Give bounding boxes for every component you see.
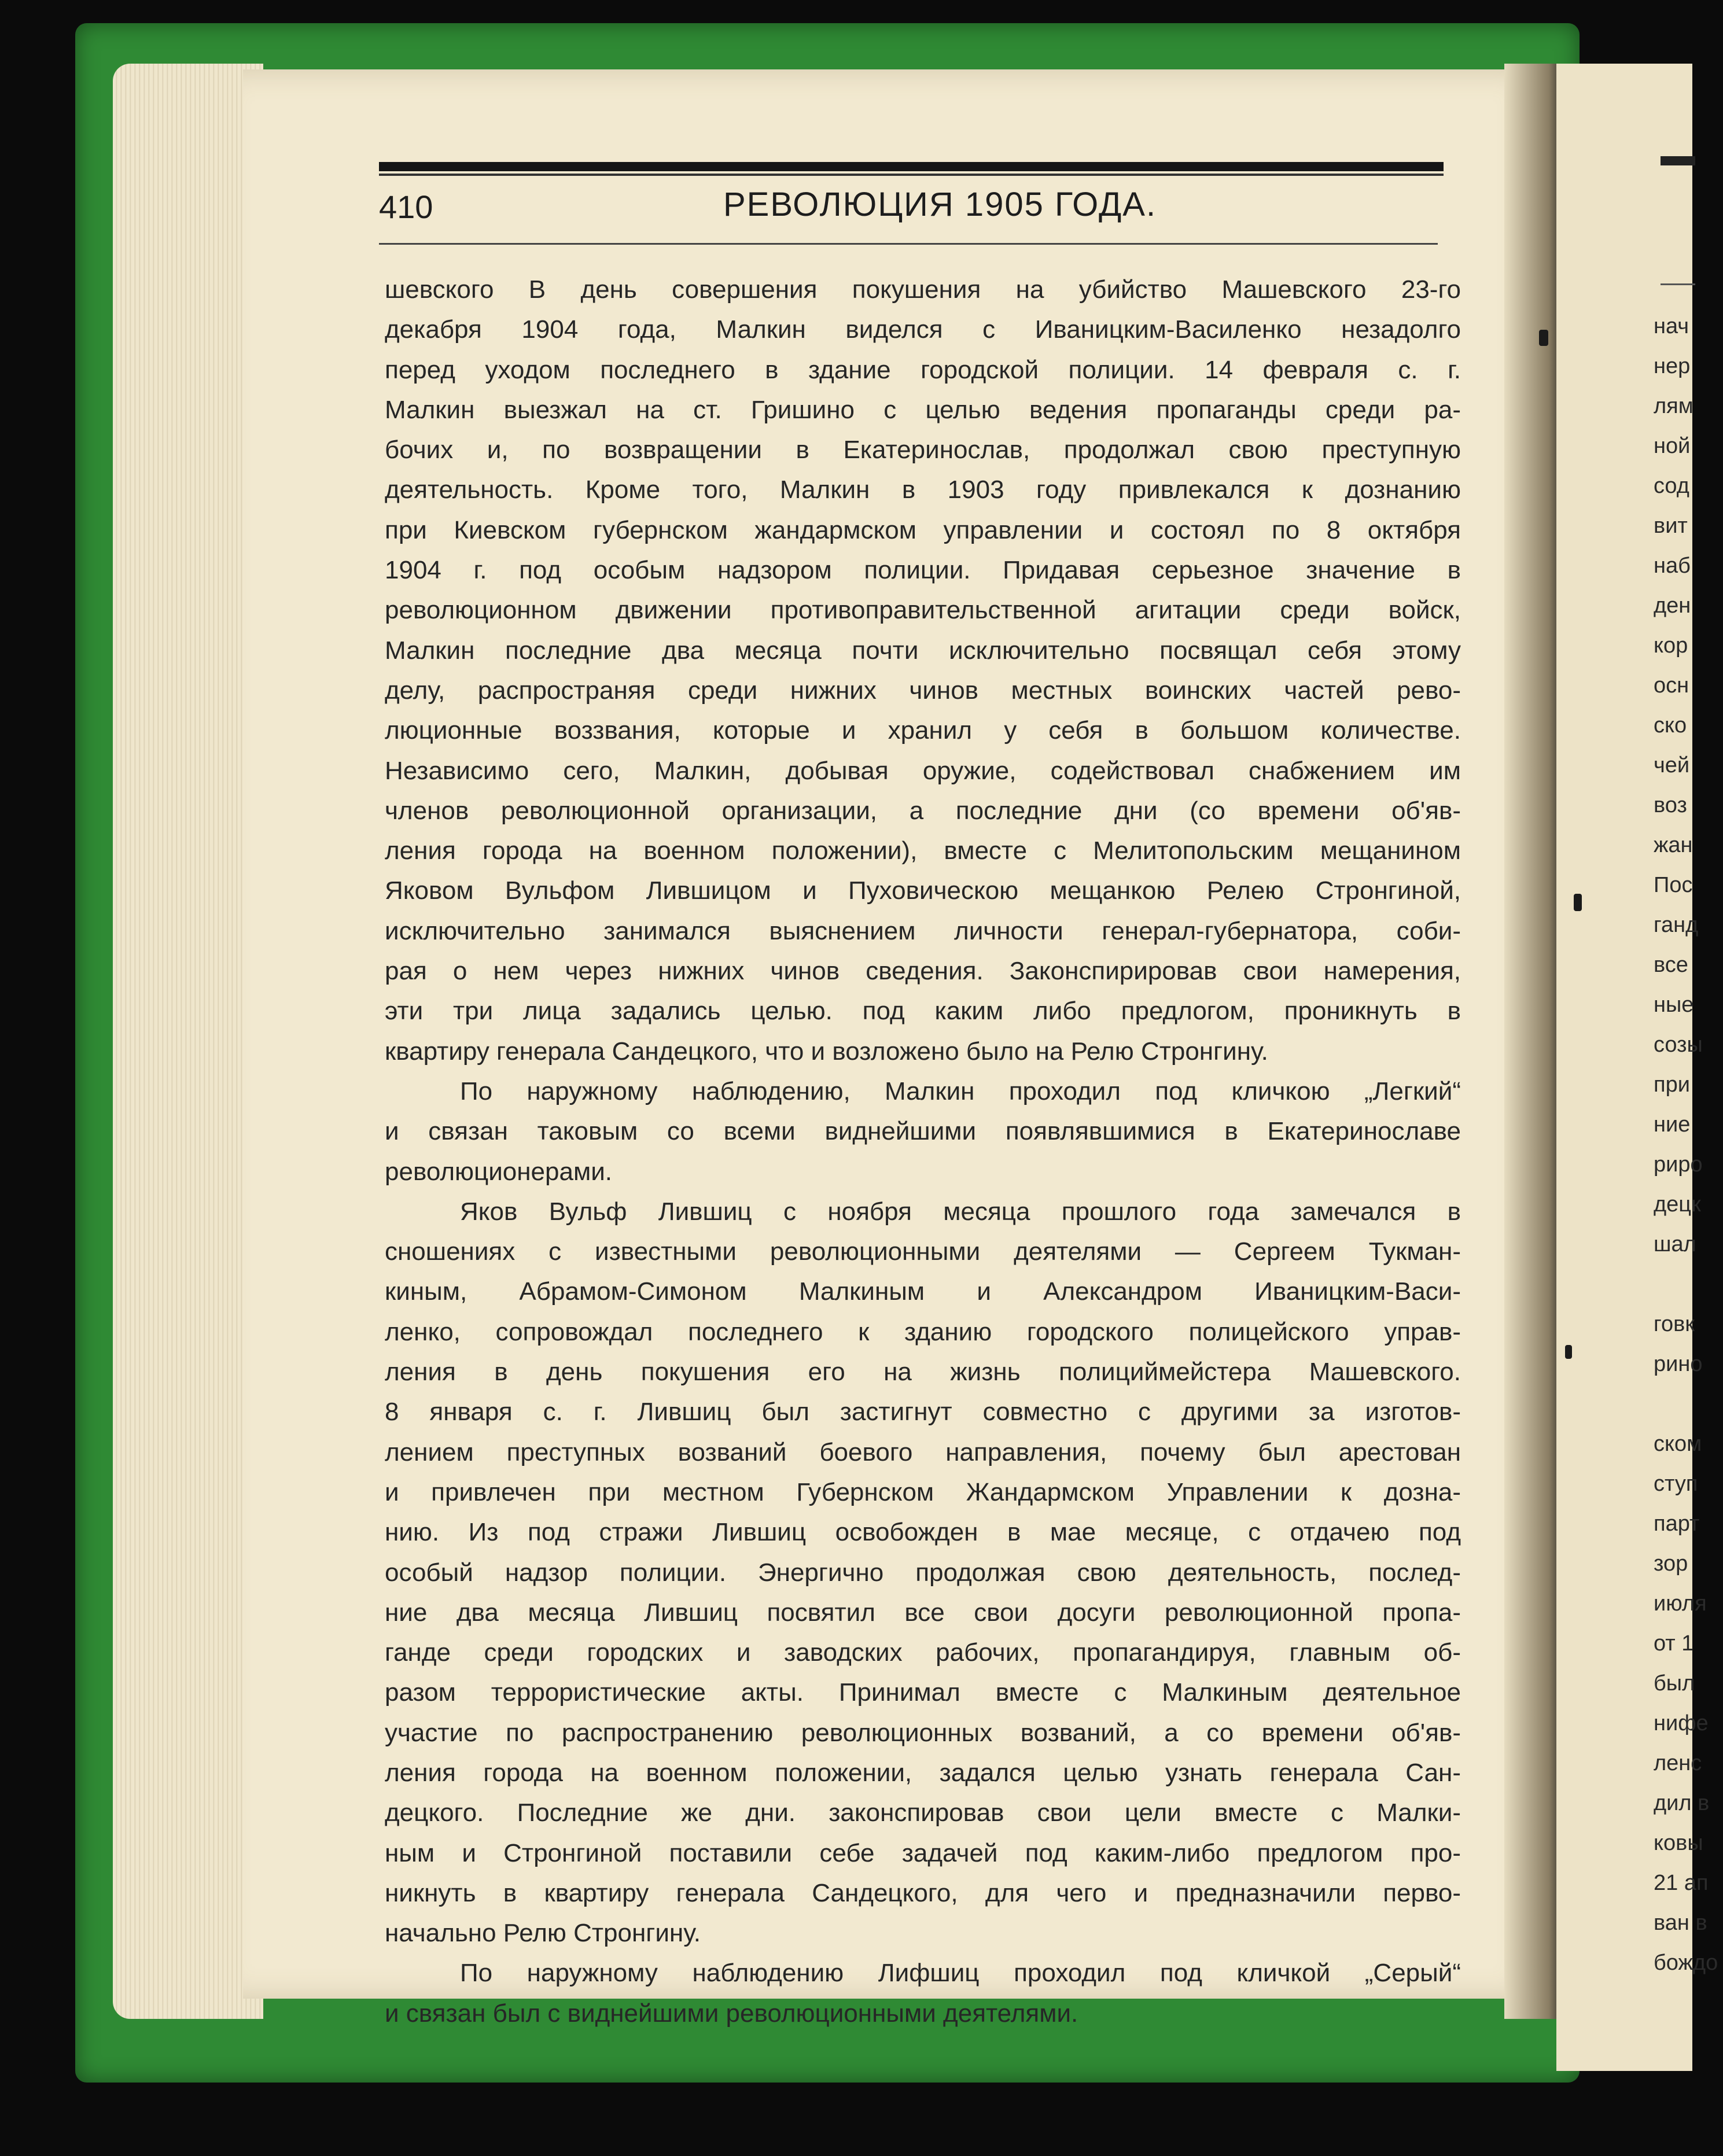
text-line: разом террористические акты. Принимал вместе с Малкиным деятельное — [385, 1678, 1461, 1707]
facing-header-thin-rule — [1661, 283, 1695, 285]
facing-line: ско — [1654, 713, 1687, 738]
text-line: Независимо сего, Малкин, добывая оружие, содействовал снабжением им — [385, 756, 1461, 785]
text-line: люционные воззвания, которые и хранил у себя в большом количестве. — [385, 716, 1461, 745]
facing-line — [1654, 1384, 1723, 1424]
facing-line: нач — [1654, 314, 1689, 338]
text-line: ления города на военном положении), вместе с Мелитопольским мещанином — [385, 836, 1461, 865]
text-line: делу, распространяя среди нижних чинов местных воинских частей рево- — [385, 676, 1461, 705]
text-line: перед уходом последнего в здание городской полиции. 14 февраля с. г. — [385, 355, 1461, 384]
text-line: бочих и, по возвращении в Екатеринослав, продолжал свою преступную — [385, 436, 1461, 465]
text-line: деятельность. Кроме того, Малкин в 1903 году привлекался к дознанию — [385, 476, 1461, 504]
text-line: особый надзор полиции. Энергично продолжая свою деятельность, послед- — [385, 1558, 1461, 1587]
facing-line: сод — [1654, 474, 1689, 498]
facing-line: ной — [1654, 434, 1691, 458]
text-line: и связан был с виднейшими революционными деятелями. — [385, 1999, 1078, 2028]
facing-line: ступ — [1654, 1472, 1698, 1496]
text-line: 1904 г. под особым надзором полиции. Придавая серьезное значение в — [385, 556, 1461, 585]
header-rule-thick — [379, 162, 1444, 171]
text-line: нию. Из под стражи Лившиц освобожден в мае месяце, с отдачею под — [385, 1518, 1461, 1547]
facing-line: риро — [1654, 1152, 1703, 1177]
header-underline — [379, 243, 1438, 245]
text-line: ленко, сопровождал последнего к зданию городского полицейского управ- — [385, 1317, 1461, 1346]
facing-line: ганд — [1654, 913, 1699, 937]
facing-line: воз — [1654, 793, 1687, 817]
facing-line: ные — [1654, 993, 1694, 1017]
text-line: шевского В день совершения покушения на убийство Машевского 23-го — [385, 275, 1461, 304]
text-line: никнуть в квартиру генерала Сандецкого, для чего и предназначили перво- — [385, 1878, 1461, 1907]
facing-header-rule — [1661, 156, 1695, 165]
text-line: рая о нем через нижних чинов сведения. Законспирировав свои намерения, — [385, 957, 1461, 986]
header-rule-thin — [379, 174, 1444, 176]
facing-line: осн — [1654, 673, 1689, 698]
ink-mark — [1539, 330, 1548, 346]
text-line: сношениях с известными революционными деятелями — Сергеем Тукман- — [385, 1237, 1461, 1266]
facing-line: наб — [1654, 554, 1691, 578]
page-number: 410 — [379, 189, 433, 225]
facing-line: 21 ап — [1654, 1871, 1709, 1895]
text-line: ние два месяца Лившиц посвятил все свои досуги революционной пропа- — [385, 1598, 1461, 1627]
facing-line: кор — [1654, 633, 1688, 658]
facing-line: Пос — [1654, 873, 1693, 897]
text-line: 8 января с. г. Лившиц был застигнут совместно с другими за изготов- — [385, 1398, 1461, 1427]
facing-line: бождо — [1654, 1951, 1718, 1975]
facing-line: шал — [1654, 1232, 1696, 1256]
facing-line: ден — [1654, 594, 1691, 618]
ink-mark — [1574, 894, 1582, 911]
facing-line: все — [1654, 953, 1688, 977]
text-line: Малкин выезжал на ст. Гришино с целью ведения пропаганды среди ра- — [385, 395, 1461, 424]
text-line: декабря 1904 года, Малкин виделся с Иваницким-Василенко незадолго — [385, 315, 1461, 344]
body-text — [385, 270, 1461, 2033]
text-line: лением преступных возваний боевого направления, почему был арестован — [385, 1438, 1461, 1466]
facing-line: ковы — [1654, 1831, 1703, 1855]
text-line: ным и Стронгиной поставили себе задачей под каким-либо предлогом про- — [385, 1838, 1461, 1867]
text-line: киным, Абрамом-Симоном Малкиным и Александром Иваницким-Васи- — [385, 1277, 1461, 1306]
facing-line: парт — [1654, 1512, 1700, 1536]
facing-line: ние — [1654, 1112, 1691, 1137]
text-line: и связан таковым со всеми виднейшими появлявшимися в Екатеринославе — [385, 1117, 1461, 1146]
text-line: участие по распространению революционных возваний, а со времени об'яв- — [385, 1718, 1461, 1747]
text-line: начально Релю Стронгину. — [385, 1919, 701, 1948]
facing-page — [1556, 64, 1718, 2071]
text-line: и привлечен при местном Губернском Жандармском Управлении к дозна- — [385, 1477, 1461, 1506]
facing-line: ском — [1654, 1432, 1702, 1456]
facing-line: жан — [1654, 833, 1693, 857]
text-line: ганде среди городских и заводских рабочих, пропагандируя, главным об- — [385, 1638, 1461, 1667]
text-line: квартиру генерала Сандецкого, что и возложено было на Релю Стронгину. — [385, 1037, 1268, 1066]
facing-line — [1654, 1265, 1723, 1304]
page-edges — [113, 64, 263, 2019]
running-head: РЕВОЛЮЦИЯ 1905 ГОДА. — [723, 186, 1157, 223]
text-line: Яковом Вульфом Лившицом и Пуховическою мещанкою Релею Стронгиной, — [385, 876, 1461, 905]
facing-line: ленс — [1654, 1751, 1702, 1775]
facing-line: децк — [1654, 1192, 1701, 1217]
facing-line: был — [1654, 1671, 1695, 1696]
facing-line: лям — [1654, 394, 1693, 418]
text-line: ления в день покушения его на жизнь полициймейстера Машевского. — [385, 1358, 1461, 1387]
text-line: эти три лица задались целью. под каким либо предлогом, проникнуть в — [385, 997, 1461, 1026]
facing-line: ван в — [1654, 1911, 1707, 1935]
text-line: членов революционной организации, а последние дни (со времени об'яв- — [385, 796, 1461, 825]
text-line: Малкин последние два месяца почти исключительно посвящал себя этому — [385, 636, 1461, 665]
facing-line: при — [1654, 1073, 1690, 1097]
facing-line: нер — [1654, 354, 1691, 378]
text-line: По наружному наблюдению, Малкин проходил под кличкою „Легкий“ — [460, 1077, 1461, 1105]
text-line: ления города на военном положении, задался целью узнать генерала Сан- — [385, 1758, 1461, 1787]
text-line: исключительно занимался выяснением личности генерал-губернатора, соби- — [385, 916, 1461, 945]
facing-line: нифе — [1654, 1711, 1709, 1735]
facing-line: от 1 — [1654, 1631, 1694, 1656]
facing-line: рино — [1654, 1352, 1703, 1376]
text-line: Яков Вульф Лившиц с ноября месяца прошлого года замечался в — [460, 1197, 1461, 1226]
facing-line: чей — [1654, 753, 1690, 777]
text-line: революционерами. — [385, 1157, 613, 1186]
facing-line: дил в — [1654, 1791, 1710, 1815]
facing-line: июля — [1654, 1591, 1707, 1616]
text-line: при Киевском губернском жандармском управлении и состоял по 8 октября — [385, 515, 1461, 544]
facing-line: вит — [1654, 514, 1688, 538]
text-line: революционном движении противоправительственной агитации среди войск, — [385, 596, 1461, 625]
facing-line: говк — [1654, 1312, 1695, 1336]
text-line: По наружному наблюдению Лифшиц проходил под кличкой „Серый“ — [460, 1959, 1461, 1988]
text-line: децкого. Последние же дни. законспировав свои цели вместе с Малки- — [385, 1798, 1461, 1827]
facing-line: созы — [1654, 1033, 1703, 1057]
ink-mark — [1565, 1345, 1572, 1359]
facing-page-column — [1654, 307, 1723, 1983]
facing-line: зор — [1654, 1551, 1688, 1576]
